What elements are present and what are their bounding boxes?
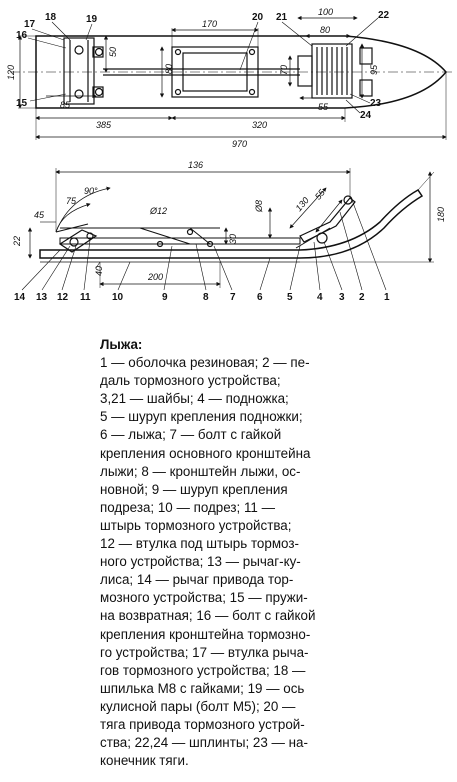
ski-drawing <box>0 0 457 330</box>
top-view <box>10 18 452 140</box>
dim-40: 40 <box>94 265 104 276</box>
dim-200: 200 <box>148 272 164 282</box>
caption-line: крепления кронштейна тормозно- <box>100 626 311 642</box>
label-12: 12 <box>57 292 69 303</box>
label-10: 10 <box>112 292 124 303</box>
dim-d8: Ø8 <box>254 199 264 212</box>
label-1: 1 <box>384 292 390 303</box>
dim-385: 385 <box>96 120 112 130</box>
caption-line: 5 — шуруп крепления подножки; <box>100 409 303 425</box>
caption-line: 3,21 — шайбы; 4 — подножка; <box>100 391 289 407</box>
label-8: 8 <box>203 292 209 303</box>
dim-50: 50 <box>108 46 118 57</box>
label-22: 22 <box>378 10 390 21</box>
dim-970: 970 <box>232 139 248 149</box>
caption-line: гов тормозного устройства; 18 — <box>100 662 306 678</box>
caption-line: лыжи; 8 — кронштейн лыжи, ос- <box>100 463 301 479</box>
dim-85: 85 <box>60 100 71 110</box>
label-5: 5 <box>287 292 293 303</box>
dim-95: 95 <box>369 64 379 75</box>
dim-120: 120 <box>6 64 16 80</box>
caption-line: 1 — оболочка резиновая; 2 — пе- <box>100 355 310 371</box>
caption-line: лиса; 14 — рычаг привода тор- <box>100 572 294 588</box>
label-16: 16 <box>16 30 28 41</box>
dim-170: 170 <box>202 19 218 29</box>
dim-80-top: 80 <box>320 25 331 35</box>
dim-70: 70 <box>279 64 289 75</box>
dim-22: 22 <box>12 235 22 246</box>
dim-75: 75 <box>66 196 77 206</box>
label-7: 7 <box>230 292 236 303</box>
caption-line: ства; 22,24 — шплинты; 23 — на- <box>100 735 308 751</box>
label-3: 3 <box>339 292 345 303</box>
label-4: 4 <box>317 292 323 303</box>
label-18: 18 <box>45 12 57 23</box>
label-23: 23 <box>370 98 382 109</box>
dim-45: 45 <box>34 210 45 220</box>
caption-line: конечник тяги. <box>100 753 189 769</box>
dim-180: 180 <box>436 206 446 222</box>
dim-55: 55 <box>318 102 329 112</box>
dim-320: 320 <box>252 120 268 130</box>
label-17: 17 <box>24 19 36 30</box>
dim-80: 80 <box>164 63 174 74</box>
caption <box>100 336 450 770</box>
caption-line: штырь тормозного устройства; <box>100 517 292 533</box>
label-19: 19 <box>86 14 98 25</box>
label-14: 14 <box>14 292 26 303</box>
caption-line: 12 — втулка под штырь тормоз- <box>100 536 299 552</box>
caption-line: го устройства; 17 — втулка рыча- <box>100 644 309 660</box>
dim-55: 55 <box>312 187 327 202</box>
caption-line: на возвратная; 16 — болт с гайкой <box>100 608 316 624</box>
caption-line: мозного устройства; 15 — пружи- <box>100 590 308 606</box>
ski-body-side <box>40 190 422 258</box>
label-20: 20 <box>252 12 264 23</box>
label-11: 11 <box>80 292 91 303</box>
caption-line: кулисной пары (болт М5); 20 — <box>100 698 296 714</box>
caption-line: ного устройства; 13 — рычаг-ку- <box>100 554 301 570</box>
caption-line: подреза; 10 — подрез; 11 — <box>100 499 275 515</box>
label-2: 2 <box>359 292 365 303</box>
caption-line: тяга привода тормозного устрой- <box>100 716 305 732</box>
caption-line: новной; 9 — шуруп крепления <box>100 481 288 497</box>
label-6: 6 <box>257 292 263 303</box>
caption-line: даль тормозного устройства; <box>100 373 281 389</box>
label-15: 15 <box>16 98 28 109</box>
dim-136: 136 <box>188 160 204 170</box>
dim-100: 100 <box>318 7 334 17</box>
caption-line: 6 — лыжа; 7 — болт с гайкой <box>100 427 282 443</box>
caption-line: крепления основного кронштейна <box>100 445 311 461</box>
dim-d12: Ø12 <box>150 206 168 216</box>
label-21: 21 <box>276 12 288 23</box>
dim-30: 30 <box>228 233 238 244</box>
label-9: 9 <box>162 292 168 303</box>
label-13: 13 <box>36 292 48 303</box>
caption-line: шпилька М8 с гайками; 19 — ось <box>100 680 305 696</box>
dim-130: 130 <box>293 195 311 214</box>
label-24: 24 <box>360 110 372 121</box>
caption-title: Лыжа: <box>100 337 143 352</box>
dim-90deg: 90° <box>84 186 98 196</box>
